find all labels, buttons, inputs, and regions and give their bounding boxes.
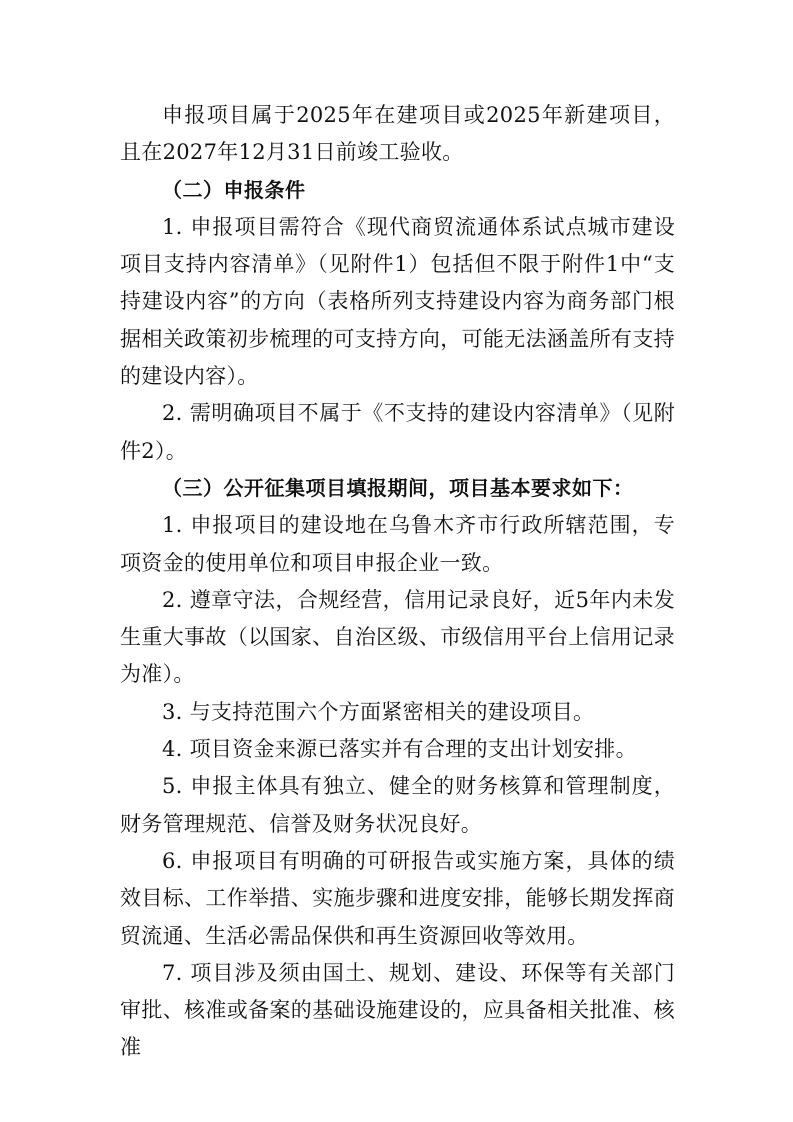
document-body	[120, 97, 675, 1067]
paragraph-project-timing: 申报项目属于2025年在建项目或2025年新建项目，且在2027年12月31日前竣工验收。	[120, 103, 675, 165]
paragraph-requirement-7: 7. 项目涉及须由国土、规划、建设、环保等有关部门审批、核准或备案的基础设施建设的，应具备相关批准、核准	[120, 960, 675, 1060]
paragraph-condition-1: 1. 申报项目需符合《现代商贸流通体系试点城市建设项目支持内容清单》（见附件1）包括但不限于附件1中“支持建设内容”的方向（表格所列支持建设内容为商务部门根据相关政策初步梳理的可支持方向，可能无法涵盖所有支持的建设内容）。	[120, 214, 675, 389]
section-heading-conditions: （二）申报条件	[162, 177, 306, 202]
paragraph-requirement-1: 1. 申报项目的建设地在乌鲁木齐市行政所辖范围，专项资金的使用单位和项目申报企业一致。	[120, 513, 675, 575]
paragraph-requirement-4: 4. 项目资金来源已落实并有合理的支出计划安排。	[162, 737, 637, 762]
paragraph-requirement-5: 5. 申报主体具有独立、健全的财务核算和管理制度，财务管理规范、信誉及财务状况良好。	[120, 774, 675, 836]
paragraph-requirement-3: 3. 与支持范围六个方面紧密相关的建设项目。	[162, 699, 595, 724]
section-heading-requirements: （三）公开征集项目填报期间，项目基本要求如下：	[162, 475, 634, 500]
paragraph-requirement-6: 6. 申报项目有明确的可研报告或实施方案，具体的绩效目标、工作举措、实施步骤和进度安排，能够长期发挥商贸流通、生活必需品保供和再生资源回收等效用。	[120, 848, 675, 948]
paragraph-requirement-2: 2. 遵章守法，合规经营，信用记录良好，近5年内未发生重大事故（以国家、自治区级、市级信用平台上信用记录为准）。	[120, 587, 675, 687]
paragraph-condition-2: 2. 需明确项目不属于《不支持的建设内容清单》（见附件2）。	[120, 401, 675, 463]
